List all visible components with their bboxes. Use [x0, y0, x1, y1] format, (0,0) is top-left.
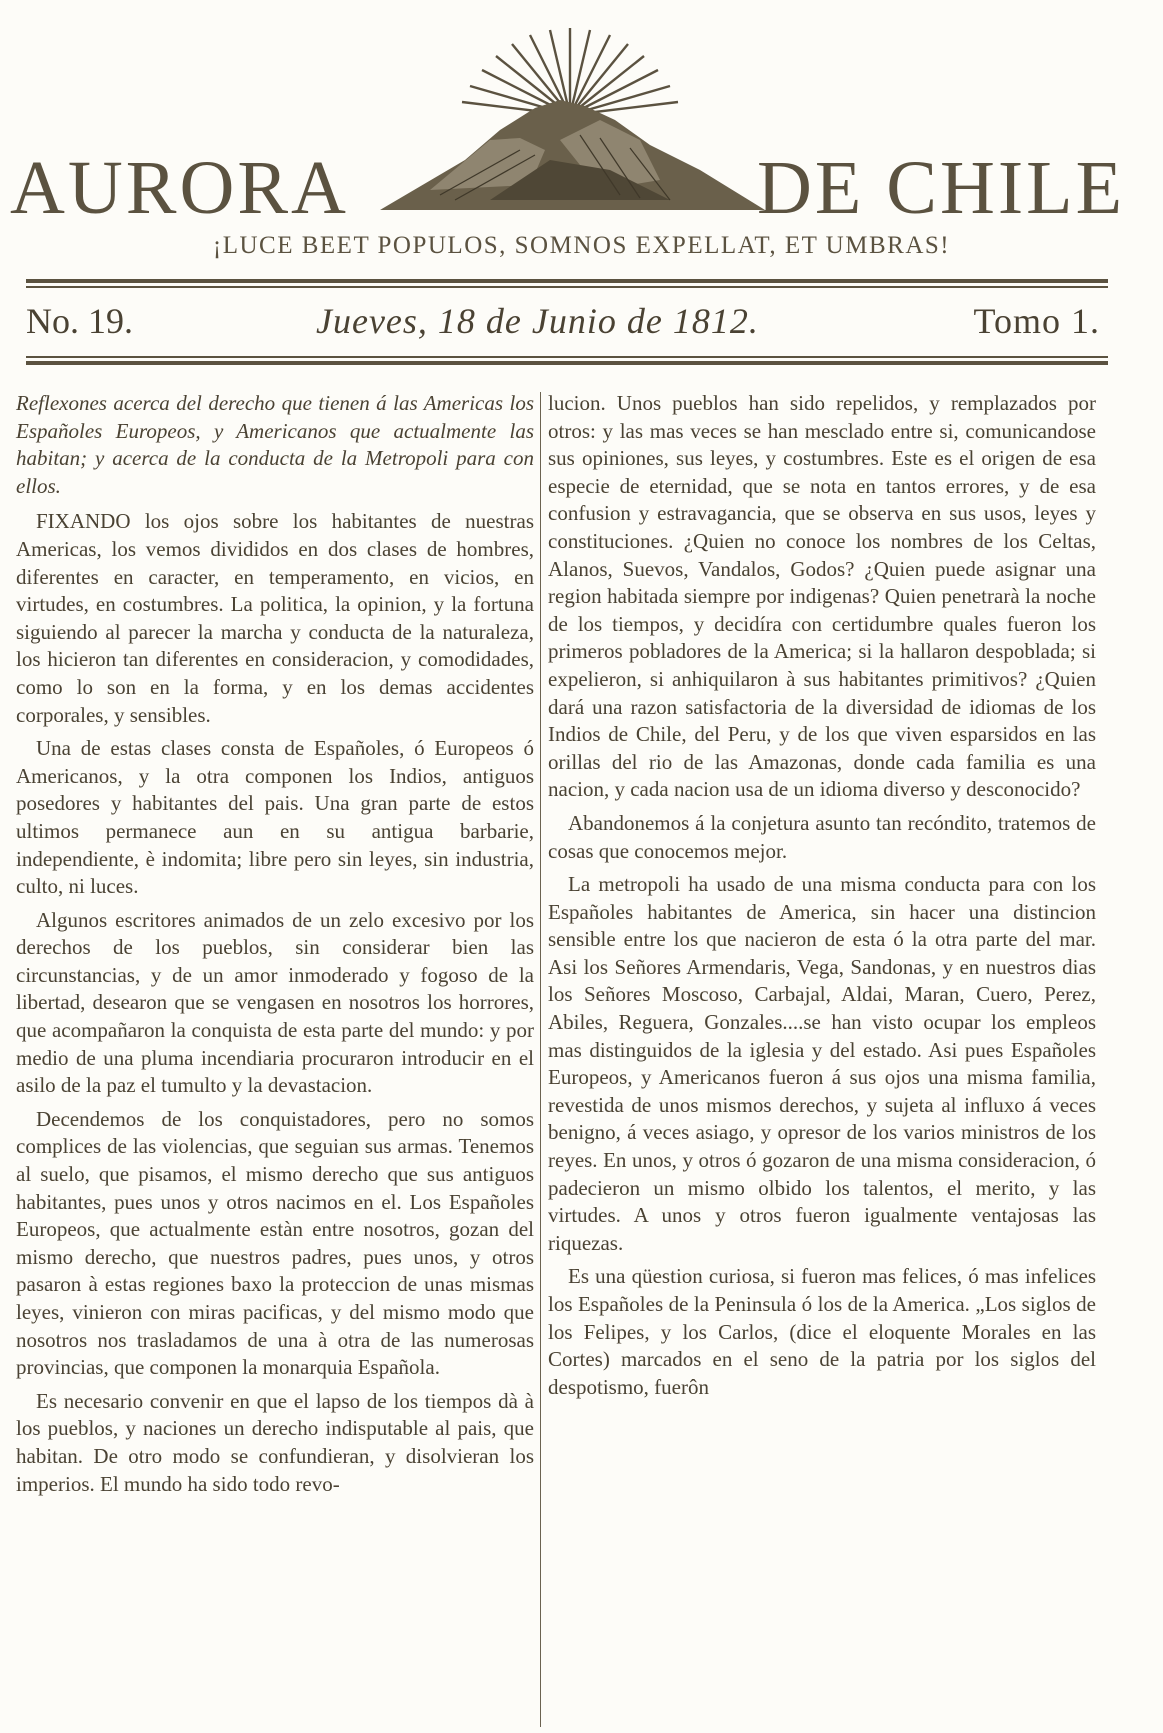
- article-paragraph: Es necesario convenir en que el lapso de los tiempos dà à los pueblos, y naciones un derecho indisputable al pais, que habitan. De otro modo se confundieran, y disolvieran los imperios. El mundo ha sido todo revo-: [16, 1388, 534, 1496]
- issue-volume: Tomo 1.: [973, 301, 1100, 341]
- article-paragraph: FIXANDO los ojos sobre los habitantes de nuestras Americas, los vemos divididos en dos clases de hombres, diferentes en caracter, en temperamento, en vicios, en virtudes, en costumbres. La politica, la opinion, y la fortuna siguiendo al parecer la marcha y conducta de la naturaleza, los hicieron tan diferentes en consideracion, y comodidades, como lo son en la forma, y en los demas accidentes corporales, y sensibles.: [16, 509, 534, 727]
- motto: ¡LUCE BEET POPULOS, SOMNOS EXPELLAT, ET UMBRAS!: [212, 232, 951, 259]
- rule-bottom-thin: [26, 356, 1108, 358]
- article-paragraph: Algunos escritores animados de un zelo excesivo por los derechos de los pueblos, sin considerar bien las circunstancias, y de un amor inmoderado y fogoso de la libertad, desearon que se vengasen en nosotros los horrores, que acompañaron la conquista de esta parte del mundo: y por medio de una pluma incendiaria procuraron introducir en el asilo de la paz el tumulto y la devastacion.: [16, 907, 534, 1098]
- masthead: [0, 0, 1163, 270]
- rule-top: [26, 279, 1108, 283]
- article-paragraph: Abandonemos á la conjetura asunto tan recóndito, tratemos de cosas que conocemos mejor.: [548, 810, 1096, 863]
- issue-line: [26, 300, 1108, 350]
- article-paragraph: lucion. Unos pueblos han sido repelidos, y remplazados por otros: y las mas veces se han mesclado entre si, comunicandose sus opiniones, sus leyes, y costumbres. Este es el origen de esa especie de eternidad, que se nota en tantos errores, y de esa confusion y estravagancia, que se observa en sus usos, leyes y constituciones. ¿Quien no conoce los nombres de los Celtas, Alanos, Suevos, Vandalos, Godos? ¿Quien puede asignar una region habitada siempre por indigenas? Quien penetrarà la noche de los tiempos, y decidíra con certidumbre quales fueron los primeros pobladores de la America; si la hallaron despoblada; si expelieron, si anhiquilaron à sus habitantes primitivos? ¿Quien dará una razon satisfactoria de la diversidad de idiomas de los Indios de Chile, del Peru, y de los que viven esparsidos en las orillas del rio de las Amazonas, donde cada familia es una nacion, y cada nacion usa de un idioma diverso y desconocido?: [548, 391, 1096, 802]
- article-paragraph: Decendemos de los conquistadores, pero no somos complices de las violencias, que seguian sus armas. Tenemos al suelo, que pisamos, el mismo derecho que sus antiguos habitantes, pues unos y otros nacimos en el. Los Españoles Europeos, que actualmente estàn entre nosotros, gozan del mismo derecho, que nuestros padres, pues unos, y otros pasaron à estas regiones baxo la proteccion de unas mismas leyes, vinieron con miras pacificas, y del mismo modo que nosotros nos trasladamos de una à otra de las numerosas provincias, que componen la monarquia Española.: [16, 1106, 534, 1380]
- article-paragraph: La metropoli ha usado de una misma conducta para con los Españoles habitantes de America, sin hacer una distincion sensible entre los que nacieron de esta ó la otra parte del mar. Asi los Señores Armendaris, Vega, Sandonas, y en nuestros dias los Señores Moscoso, Carbajal, Aldai, Maran, Cuero, Perez, Abiles, Reguera, Gonzales....se han visto ocupar los empleos mas distinguidos de la iglesia y del estado. Asi pues Españoles Europeos, y Americanos fueron á sus ojos una misma familia, revestida de unos mismos derechos, y sujeta al influxo á veces benigno, á veces asiago, y opresor de los varios ministros de los reyes. En unos, y otros ó gozaron de una misma consideracion, ó padecieron un mismo olbido los talentos, el merito, y las virtudes. A unos y otros fueron igualmente ventajosas las riquezas.: [548, 872, 1096, 1255]
- left-column: [16, 390, 534, 1504]
- right-column: [548, 390, 1096, 1407]
- title-aurora: AURORA: [10, 146, 349, 230]
- article-paragraph: Es una qüestion curiosa, si fueron mas felices, ó mas infelices los Españoles de la Peninsula ó los de la America. „Los siglos de los Felipes, y los Carlos, (dice el eloquente Morales en las Cortes) marcados en el seno de la patria por los siglos del despotismo, fuerôn: [548, 1264, 1096, 1399]
- article-heading: Reflexones acerca del derecho que tienen á las Americas los Españoles Europeos, y Americanos que actualmente las habitan; y acerca de la conducta de la Metropoli para con ellos.: [16, 391, 534, 498]
- title-de-chile: DE CHILE: [756, 146, 1125, 230]
- rule-top-thin: [26, 286, 1108, 288]
- issue-date: Jueves, 18 de Junio de 1812.: [316, 301, 759, 341]
- rule-bottom: [26, 361, 1108, 365]
- article-paragraph: Una de estas clases consta de Españoles, ó Europeos ó Americanos, y la otra componen los Indios, antiguos posedores y habitantes del pais. Una gran parte de estos ultimos permanece aun en su antigua barbarie, independiente, è indomita; libre pero sin leyes, sin industria, culto, ni luces.: [16, 736, 534, 899]
- issue-number: No. 19.: [26, 301, 133, 341]
- sunrise-over-mountains-icon: [370, 20, 770, 240]
- column-divider: [540, 392, 541, 1727]
